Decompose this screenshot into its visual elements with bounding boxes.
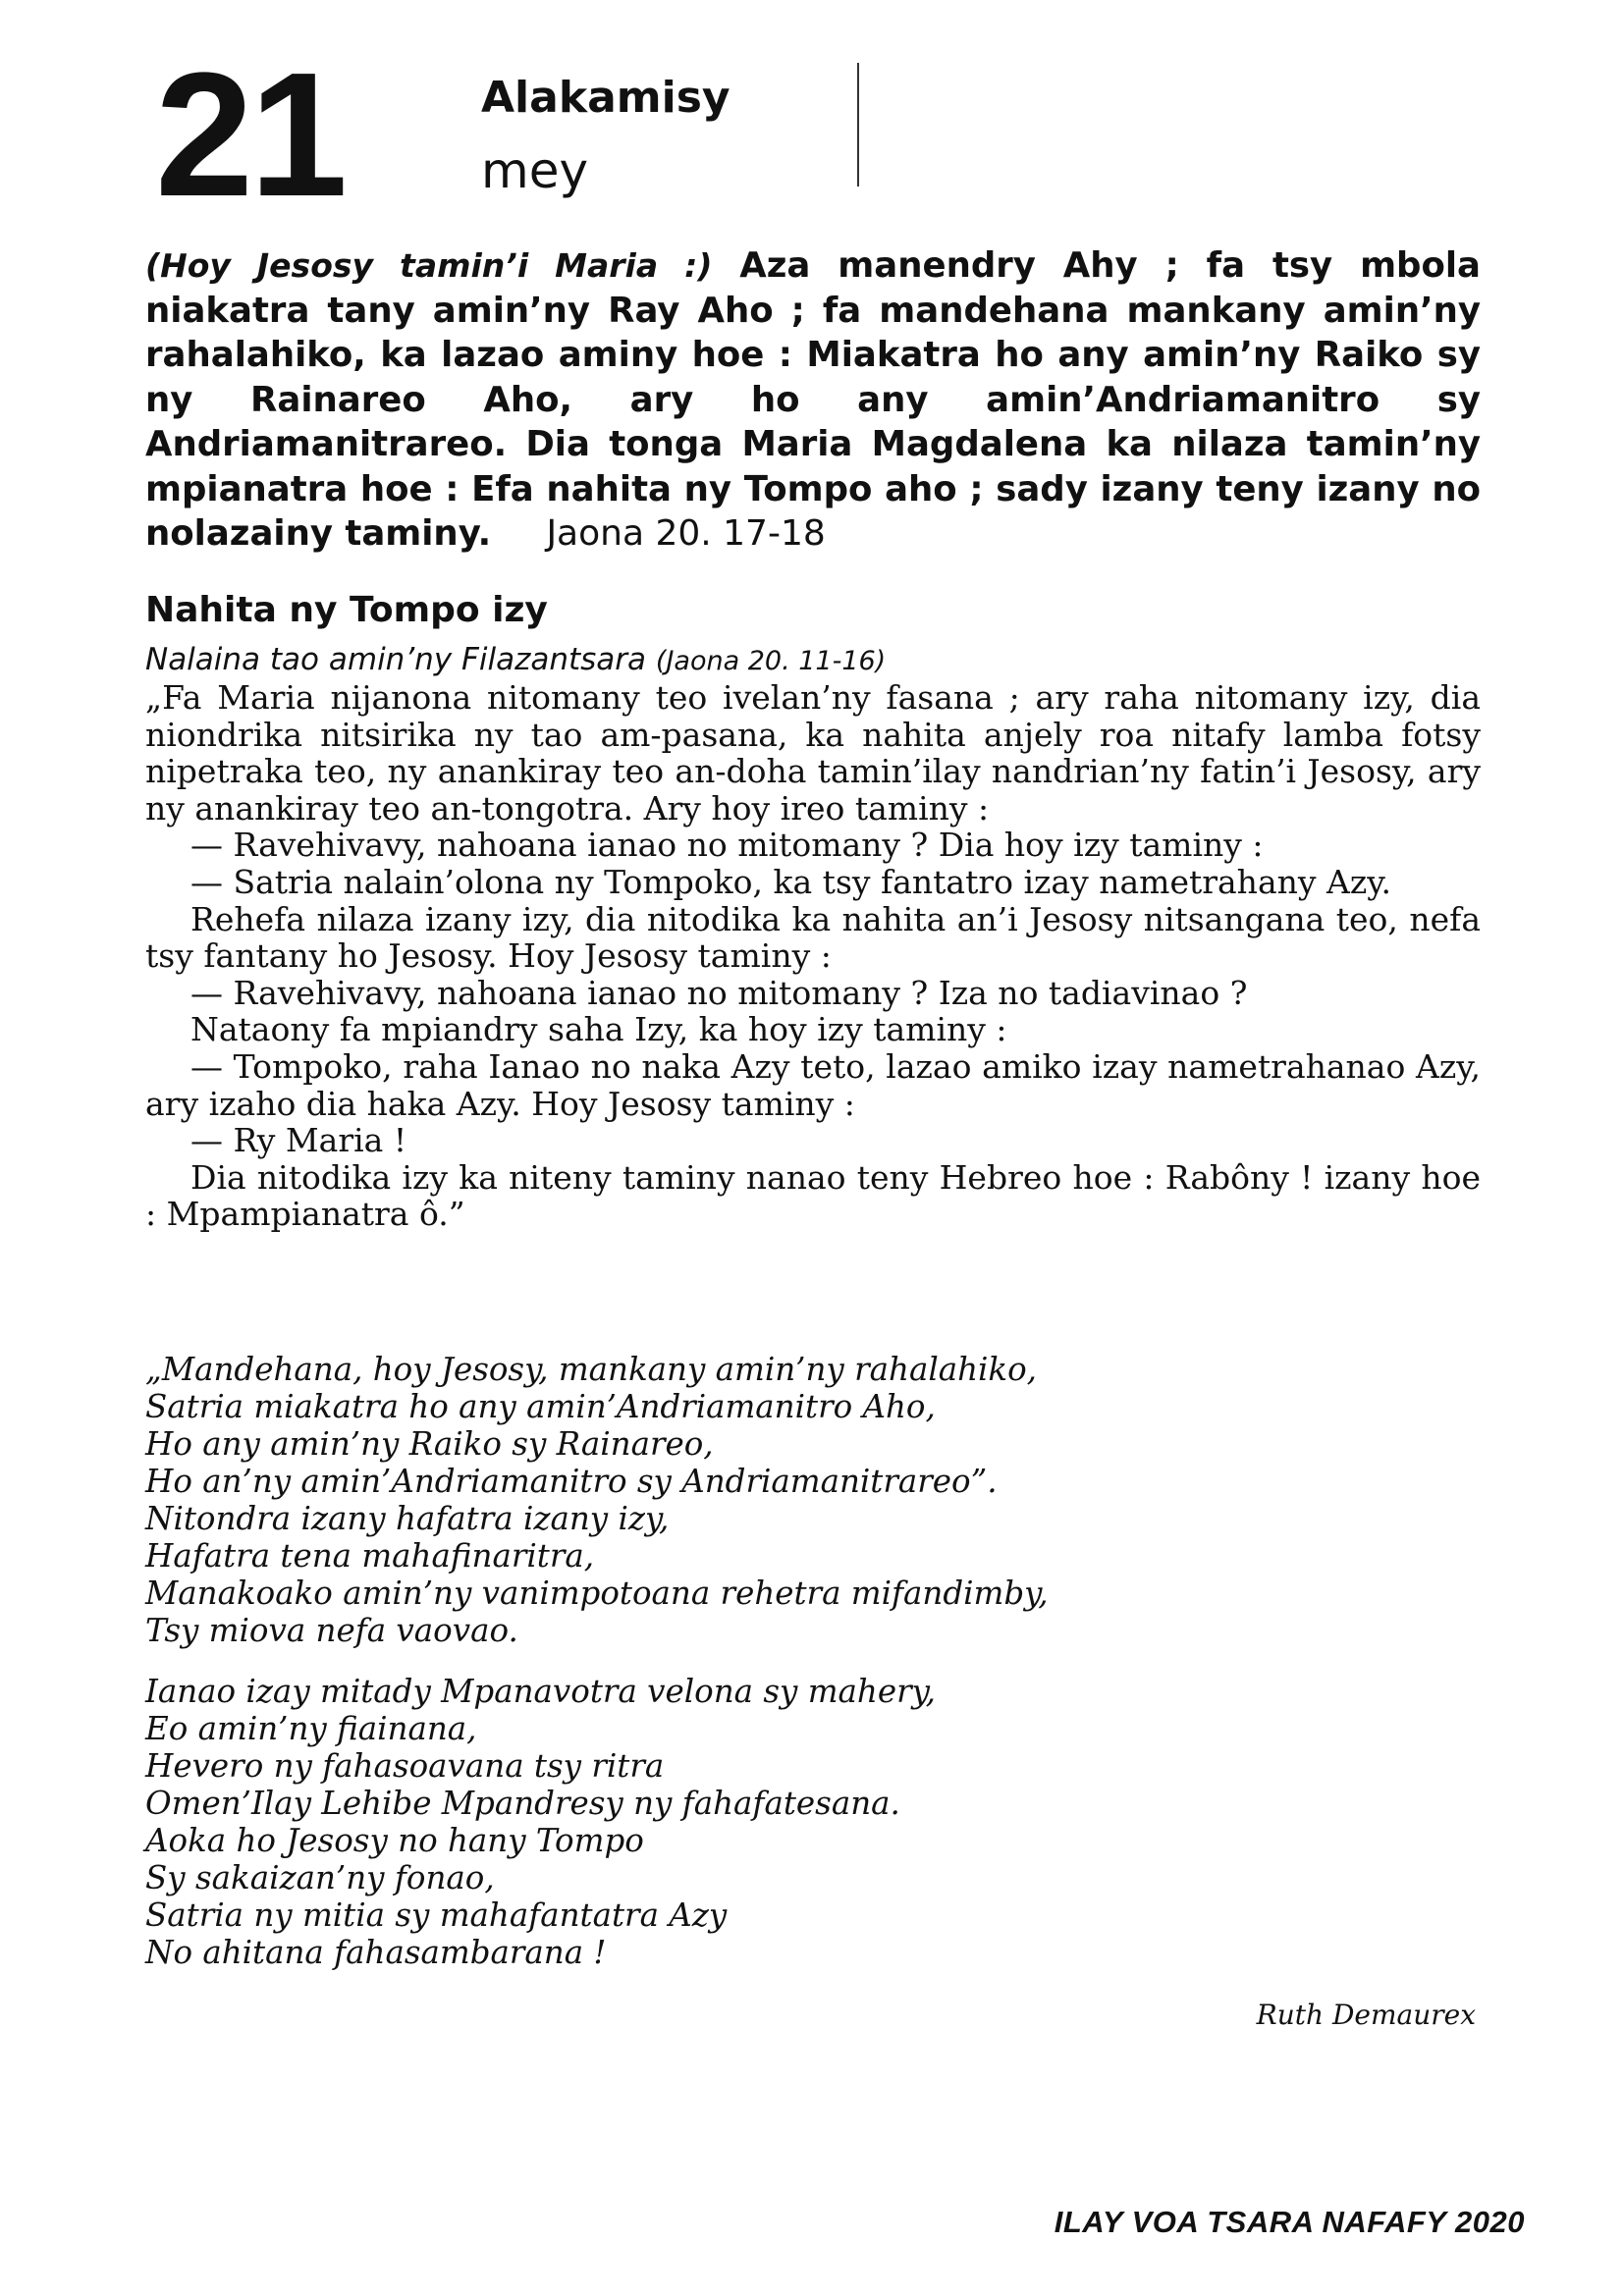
- poem-line: Ho an’ny amin’Andriamanitro sy Andriamanitrareo”.: [145, 1463, 998, 1500]
- section-subtitle: [145, 640, 886, 681]
- passage-paragraph: Nataony fa mpiandry saha Izy, ka hoy izy taminy :: [190, 1010, 1007, 1049]
- poem-stanza-2: [145, 1500, 1481, 1649]
- poem-line: Satria ny mitia sy mahafantatra Azy: [145, 1896, 728, 1934]
- poem-author: Ruth Demaurex: [1256, 1999, 1476, 2031]
- daily-verse: [145, 243, 1481, 557]
- passage-paragraph: — Ravehivavy, nahoana ianao no mitomany ? Dia hoy izy taminy :: [190, 826, 1264, 865]
- poem-line: No ahitana fahasambarana !: [145, 1934, 607, 1971]
- poem-line: Omen’Ilay Lehibe Mpandresy ny fahafatesana.: [145, 1785, 900, 1822]
- section-heading: Nahita ny Tompo izy: [145, 590, 548, 630]
- publication-footer: ILAY VOA TSARA NAFAFY 2020: [1054, 2205, 1525, 2239]
- poem-line: Ho any amin’ny Raiko sy Rainareo,: [145, 1425, 714, 1463]
- subtitle-reference: (Jaona 20. 11-16): [655, 646, 887, 676]
- verse-reference: Jaona 20. 17-18: [546, 513, 826, 554]
- poem-line: Ianao izay mitady Mpanavotra velona sy mahery,: [145, 1673, 936, 1710]
- poem-stanza-1: [145, 1351, 1481, 1500]
- gospel-passage: [145, 679, 1481, 1233]
- poem-line: Eo amin’ny fiainana,: [145, 1710, 477, 1747]
- header-divider: [857, 63, 859, 187]
- passage-paragraph: Dia nitodika izy ka niteny taminy nanao teny Hebreo hoe : Rabôny ! izany hoe : Mpampianatra ô.”: [145, 1157, 1481, 1234]
- verse-intro: (Hoy Jesosy tamin’i Maria :): [145, 246, 713, 285]
- poem-line: Hafatra tena mahafinaritra,: [145, 1537, 595, 1575]
- subtitle-text: Nalaina tao amin’ny Filazantsara: [145, 642, 647, 677]
- passage-paragraph: — Ravehivavy, nahoana ianao no mitomany ? Iza no tadiavinao ?: [190, 973, 1248, 1012]
- month-name: mey: [481, 142, 589, 199]
- poem-line: Sy sakaizan’ny fonao,: [145, 1859, 495, 1896]
- passage-paragraph: — Tompoko, raha Ianao no naka Azy teto, lazao amiko izay nametrahanao Azy, ary izaho dia haka Azy. Hoy Jesosy taminy :: [145, 1046, 1481, 1123]
- poem-line: Aoka ho Jesosy no hany Tompo: [145, 1822, 644, 1859]
- passage-paragraph: — Ry Maria !: [190, 1121, 407, 1160]
- poem-line: Manakoako amin’ny vanimpotoana rehetra mifandimby,: [145, 1575, 1049, 1612]
- poem-line: „Mandehana, hoy Jesosy, mankany amin’ny rahalahiko,: [145, 1351, 1038, 1388]
- day-name: Alakamisy: [481, 73, 730, 123]
- passage-paragraph: Rehefa nilaza izany izy, dia nitodika ka nahita an’i Jesosy nitsangana teo, nefa tsy fantany ho Jesosy. Hoy Jesosy taminy :: [145, 899, 1481, 976]
- poem-line: Hevero ny fahasoavana tsy ritra: [145, 1747, 665, 1785]
- passage-paragraph: — Satria nalain’olona ny Tompoko, ka tsy fantatro izay nametrahany Azy.: [190, 862, 1391, 901]
- passage-paragraph: „Fa Maria nijanona nitomany teo ivelan’ny fasana ; ary raha nitomany izy, dia niondrika nitsirika ny tao am-pasana, ka nahita anjely roa nitafy lamba fotsy nipetraka teo, ny anankiray teo an-doha tamin’ilay nandrian’ny fatin’i Jesosy, ary ny anankiray teo an-tongotra. Ary hoy ireo taminy :: [145, 678, 1481, 828]
- poem-line: Tsy miova nefa vaovao.: [145, 1612, 518, 1649]
- day-number: 21: [155, 36, 345, 234]
- poem-line: Satria miakatra ho any amin’Andriamanitro Aho,: [145, 1388, 936, 1425]
- poem-stanza-3: [145, 1673, 1481, 1971]
- verse-text: Aza manendry Ahy ; fa tsy mbola niakatra tany amin’ny Ray Aho ; fa mandehana mankany amin’ny rahalahiko, ka lazao aminy hoe : Miakatra ho any amin’ny Raiko sy ny Rainareo Aho, ary ho any amin’Andriamanitro sy Andriamanitrareo. Dia tonga Maria Magdalena ka nilaza tamin’ny mpianatra hoe : Efa nahita ny Tompo aho ; sady izany teny izany no nolazainy taminy.: [145, 245, 1481, 554]
- poem-line: Nitondra izany hafatra izany izy,: [145, 1500, 670, 1537]
